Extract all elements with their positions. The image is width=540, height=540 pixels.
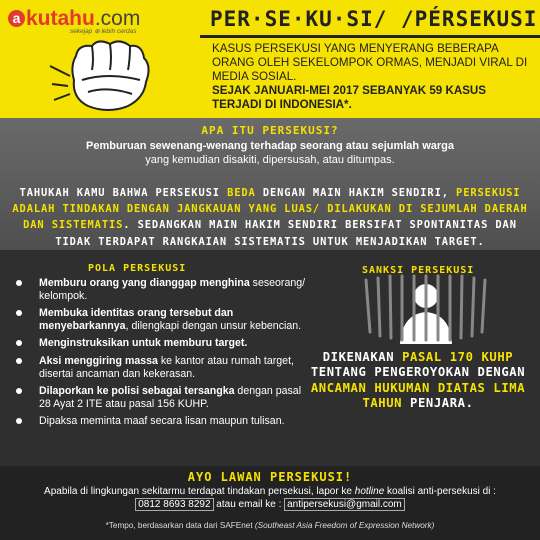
pattern-title: POLA PERSEKUSI bbox=[88, 263, 187, 274]
logo-brand: kutahu bbox=[26, 7, 95, 30]
comparison-part-3: . SEDANGKAN MAIN HAKIM SENDIRI BERSIFAT SPONTANITAS DAN TIDAK TERDAPAT RANGKAIAN SISTEMATIS UNTUK MENJADIKAN TARGET. bbox=[55, 219, 517, 248]
sanction-text bbox=[300, 350, 536, 412]
report-part-1: Apabila di lingkungan sekitarmu terdapat tindakan persekusi, lapor ke bbox=[44, 486, 355, 497]
item-text: , dilengkapi dengan unsur kebencian. bbox=[125, 319, 302, 332]
source-part-1: *Tempo, berdasarkan data dari SAFEnet bbox=[105, 521, 255, 530]
definition-line-2: yang kemudian disakiti, dipersusah, atau ditumpas. bbox=[145, 154, 395, 166]
item-text: seseorang/ kelompok. bbox=[39, 277, 306, 302]
sanction-title: SANKSI PERSEKUSI bbox=[362, 265, 475, 276]
item-bold: Memburu orang yang dianggap menghina bbox=[39, 277, 250, 289]
jailed-person-icon bbox=[358, 274, 493, 344]
logo-tld: .com bbox=[94, 7, 141, 30]
definition-line-1: Pemburuan sewenang-wenang terhadap seorang atau sejumlah warga bbox=[86, 140, 454, 152]
intro-highlight: SEJAK JANUARI-MEI 2017 SEBANYAK 59 KASUS TERJADI DI INDONESIA*. bbox=[212, 84, 487, 111]
divider bbox=[200, 35, 540, 38]
bullet-icon bbox=[16, 418, 22, 424]
comparison-highlight-1: BEDA bbox=[227, 187, 256, 199]
list-item bbox=[14, 277, 314, 302]
source-part-2: (Southeast Asia Freedom of Expression Network) bbox=[254, 521, 435, 530]
bullet-icon bbox=[16, 358, 22, 364]
email-label: atau email ke : bbox=[213, 499, 285, 510]
email-link[interactable]: antipersekusi@gmail.com bbox=[284, 498, 405, 511]
bullet-icon bbox=[16, 280, 22, 286]
report-part-2: koalisi anti-persekusi di : bbox=[384, 486, 496, 497]
list-item bbox=[14, 337, 314, 350]
bullet-icon bbox=[16, 310, 22, 316]
fist-icon bbox=[48, 36, 168, 114]
bullet-icon bbox=[16, 340, 22, 346]
item-bold: Aksi menggiring massa bbox=[39, 354, 158, 367]
sanction-part-1: DIKENAKAN bbox=[322, 350, 403, 364]
sanction-highlight-2: ANCAMAN HUKUMAN DIATAS LIMA TAHUN bbox=[310, 380, 526, 411]
item-text: ke kantor atau rumah target, disertai ancaman dan kekerasan. bbox=[39, 354, 294, 380]
list-item bbox=[14, 385, 314, 410]
list-item bbox=[14, 307, 314, 332]
comparison-part-1: TAHUKAH KAMU BAHWA PERSEKUSI bbox=[19, 187, 228, 199]
item-bold: Menginstruksikan untuk memburu target. bbox=[39, 337, 248, 350]
comparison-part-2: DENGAN MAIN HAKIM SENDIRI, bbox=[255, 187, 457, 199]
tagline: sekejap ⊕ lebih cerdas bbox=[70, 28, 137, 35]
logo-letter: a bbox=[8, 10, 25, 27]
footer-contact bbox=[0, 499, 540, 510]
item-text: Dipaksa meminta maaf secara lisan maupun tulisan. bbox=[39, 415, 285, 428]
comparison-highlight-2: PERSEKUSI ADALAH TINDAKAN DENGAN JANGKAUAN YANG LUAS/ DILAKUKAN DI SEJUMLAH DAERAH DAN SISTEMATIS bbox=[12, 187, 528, 232]
item-text: dengan pasal 28 Ayat 2 ITE atau pasal 156 KUHP. bbox=[39, 385, 302, 410]
list-item bbox=[14, 415, 314, 428]
footer-report-text bbox=[0, 486, 540, 497]
sanction-part-2: TENTANG PENGEROYOKAN DENGAN bbox=[310, 365, 526, 380]
source-note bbox=[0, 521, 540, 530]
definition-title: APA ITU PERSEKUSI? bbox=[201, 124, 339, 137]
bullet-icon bbox=[16, 388, 22, 394]
report-hotline: hotline bbox=[354, 486, 385, 497]
sanction-part-3: PENJARA. bbox=[402, 396, 474, 411]
list-item bbox=[14, 355, 314, 380]
sanction-highlight-1: PASAL 170 KUHP bbox=[402, 350, 514, 364]
phone-number[interactable]: 0812 8693 8292 bbox=[135, 498, 213, 511]
intro-text: KASUS PERSEKUSI YANG MENYERANG BEBERAPA ORANG OLEH SEKELOMPOK ORMAS, MENJADI VIRAL DI MEDIA SOSIAL. bbox=[212, 42, 528, 83]
item-bold: Dilaporkan ke polisi sebagai tersangka bbox=[39, 385, 235, 398]
pattern-list bbox=[14, 277, 314, 433]
page-title: PER·SE·KU·SI/ /PÉRSEKUSI bbox=[210, 7, 538, 31]
comparison-text bbox=[10, 185, 530, 250]
item-bold: Membuka identitas orang tersebut dan menyebarkannya bbox=[39, 307, 234, 332]
footer-title: AYO LAWAN PERSEKUSI! bbox=[187, 470, 353, 484]
